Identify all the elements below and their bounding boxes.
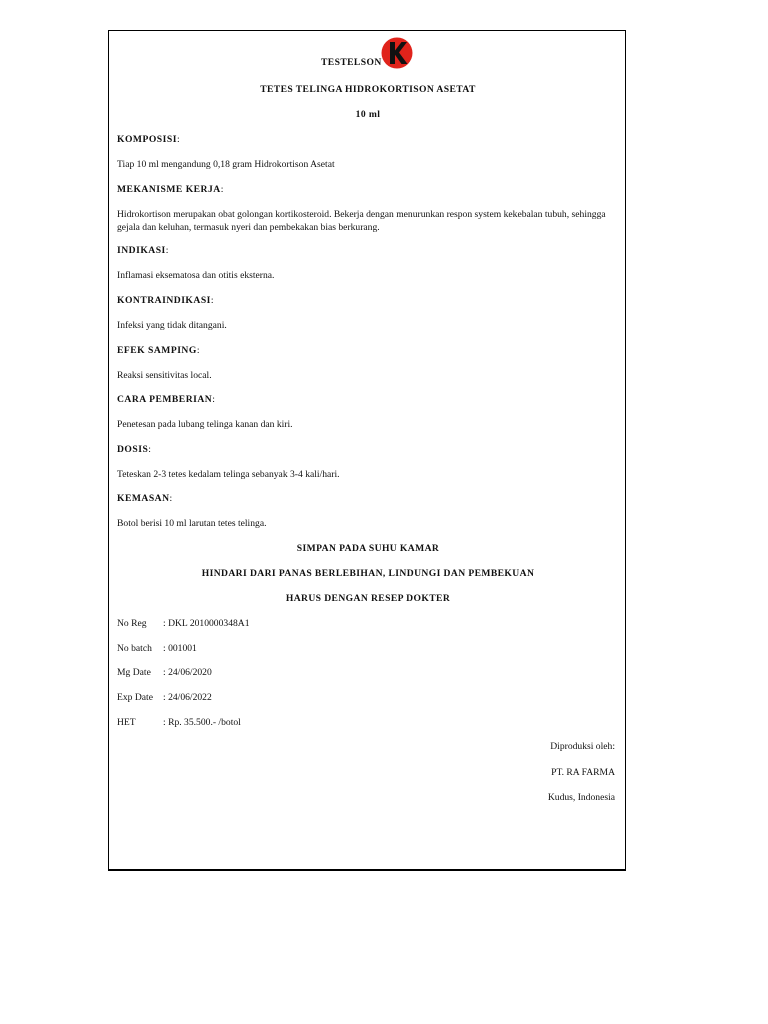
exp-date-value: : 24/06/2022 [163,692,212,703]
section-kontraindikasi-text: Infeksi yang tidak ditangani. [117,320,227,331]
section-colon: : [210,295,215,306]
section-komposisi-text: Tiap 10 ml mengandung 0,18 gram Hidrokortison Asetat [117,159,335,170]
section-dosis-text: Teteskan 2-3 tetes kedalam telinga sebanyak 3-4 kali/hari. [117,469,340,480]
exp-date-label: Exp Date [117,692,153,703]
section-title-text: KONTRAINDIKASI [117,295,211,306]
section-title-text: KOMPOSISI [117,134,177,145]
product-volume: 10 ml [355,109,381,120]
reg-value: : DKL 2010000348A1 [163,618,250,629]
section-colon: : [220,184,224,195]
section-dosis-title [117,444,151,456]
section-indikasi-title [117,245,169,257]
section-kemasan-text: Botol berisi 10 ml larutan tetes telinga. [117,518,267,529]
brand-name: TESTELSON [321,57,382,68]
section-efek-title [117,345,200,357]
section-title-text: DOSIS [117,444,149,455]
notice-avoid: HINDARI DARI PANAS BERLEBIHAN, LINDUNGI DAN PEMBEKUAN [201,568,535,579]
section-colon: : [148,444,152,455]
section-kemasan-title [117,493,173,505]
section-mekanisme-text: Hidrokortison merupakan obat golongan kortikosteroid. Bekerja dengan menurunkan respon system kekebalan tubuh, sehingga gejala dan keluhan, termasuk nyeri dan pembekakan bias berkurang. [117,209,606,233]
producer-location: Kudus, Indonesia [547,792,615,803]
section-cara-text: Penetesan pada lubang telinga kanan dan kiri. [117,419,293,430]
section-title-text: CARA PEMBERIAN [117,394,213,405]
product-title: TETES TELINGA HIDROKORTISON ASETAT [260,84,476,95]
section-kontraindikasi-title [117,295,214,307]
mfg-date-value: : 24/06/2020 [163,667,212,678]
section-mekanisme-title [117,184,224,196]
notice-prescription: HARUS DENGAN RESEP DOKTER [285,593,451,604]
section-efek-text: Reaksi sensitivitas local. [117,370,212,381]
section-komposisi-title [117,134,180,146]
section-colon: : [165,245,169,256]
k-logo-icon [381,37,413,69]
section-colon: : [212,394,216,405]
label-document [108,30,626,871]
section-title-text: MEKANISME KERJA [117,184,221,195]
reg-label: No Reg [117,618,147,629]
producer-name: PT. RA FARMA [551,767,615,778]
section-title-text: INDIKASI [117,245,166,256]
section-colon: : [169,493,173,504]
brand-logo [381,37,413,69]
batch-label: No batch [117,643,152,654]
batch-value: : 001001 [163,643,197,654]
het-value: : Rp. 35.500.- /botol [163,717,241,728]
section-colon: : [176,134,181,145]
section-indikasi-text: Inflamasi eksematosa dan otitis eksterna. [117,270,275,281]
notice-storage: SIMPAN PADA SUHU KAMAR [296,543,440,554]
het-label: HET [117,717,136,728]
section-title-text: KEMASAN [117,493,170,504]
section-cara-title [117,394,215,406]
mfg-date-label: Mg Date [117,667,151,678]
producer-caption: Diproduksi oleh: [550,741,615,752]
section-colon: : [196,345,200,356]
section-title-text: EFEK SAMPING [117,345,197,356]
